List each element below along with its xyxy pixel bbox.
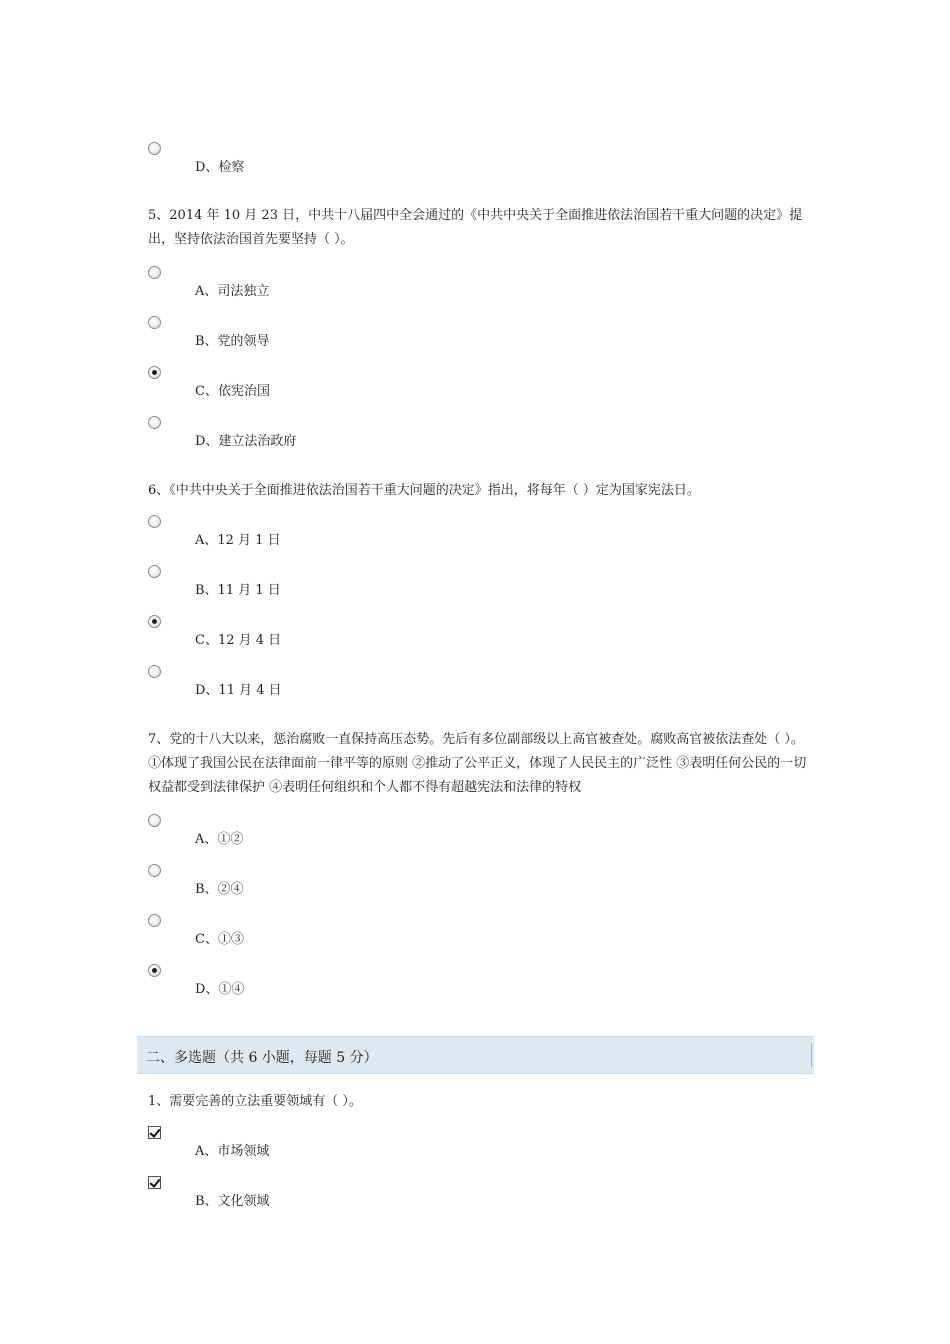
multi-question-1-text: 1、需要完善的立法重要领域有（ ）。	[148, 1094, 362, 1109]
option-label: C、①③	[195, 932, 244, 947]
q4-option-d[interactable]	[148, 142, 548, 182]
q5-option-c[interactable]	[148, 366, 548, 406]
q5-option-d[interactable]	[148, 416, 548, 456]
section-divider	[811, 1043, 812, 1067]
q6-option-c[interactable]	[148, 615, 548, 655]
radio-button[interactable]	[148, 665, 161, 678]
radio-button[interactable]	[148, 142, 161, 155]
mq1-option-a[interactable]	[148, 1126, 548, 1166]
q6-option-b[interactable]	[148, 565, 548, 605]
question-6-text: 6、《中共中央关于全面推进依法治国若干重大问题的决定》指出，将每年（ ）定为国家宪法日。	[148, 483, 700, 498]
q7-option-d[interactable]	[148, 964, 548, 1004]
option-label: C、依宪治国	[195, 384, 270, 399]
option-label: A、市场领域	[195, 1144, 270, 1159]
radio-button[interactable]	[148, 864, 161, 877]
section-title: 二、多选题（共 6 小题，每题 5 分）	[146, 1050, 378, 1066]
radio-button-selected[interactable]	[148, 615, 161, 628]
radio-button[interactable]	[148, 914, 161, 927]
option-label: C、12 月 4 日	[195, 633, 282, 648]
radio-button[interactable]	[148, 814, 161, 827]
radio-button-selected[interactable]	[148, 366, 161, 379]
option-label: B、②④	[195, 882, 244, 897]
q6-option-d[interactable]	[148, 665, 548, 705]
option-label: A、司法独立	[195, 284, 270, 299]
checkbox-checked[interactable]	[148, 1176, 161, 1189]
option-label: B、文化领域	[195, 1194, 270, 1209]
option-label: B、党的领导	[195, 334, 270, 349]
section-header-multiple-choice	[137, 1036, 814, 1074]
checkbox-checked[interactable]	[148, 1126, 161, 1139]
q7-option-b[interactable]	[148, 864, 548, 904]
radio-button[interactable]	[148, 565, 161, 578]
option-label: A、①②	[195, 832, 244, 847]
radio-button-selected[interactable]	[148, 964, 161, 977]
radio-button[interactable]	[148, 316, 161, 329]
q7-option-c[interactable]	[148, 914, 548, 954]
option-label: B、11 月 1 日	[195, 583, 281, 598]
mq1-option-b[interactable]	[148, 1176, 548, 1216]
q5-option-a[interactable]	[148, 266, 548, 306]
option-label: D、①④	[195, 982, 245, 997]
option-label: D、11 月 4 日	[195, 683, 282, 698]
q7-option-a[interactable]	[148, 814, 548, 854]
q6-option-a[interactable]	[148, 515, 548, 555]
q5-option-b[interactable]	[148, 316, 548, 356]
radio-button[interactable]	[148, 416, 161, 429]
option-label: D、建立法治政府	[195, 434, 297, 449]
option-label: D、检察	[195, 160, 245, 175]
question-5-text: 5、2014 年 10 月 23 日，中共十八届四中全会通过的《中共中央关于全面推进依法治国若干重大问题的决定》提出，坚持依法治国首先要坚持（ ）。	[148, 208, 803, 247]
option-label: A、12 月 1 日	[195, 533, 281, 548]
radio-button[interactable]	[148, 266, 161, 279]
question-7-text: 7、党的十八大以来，惩治腐败一直保持高压态势。先后有多位副部级以上高官被查处。腐败高官被依法查处（ ）。①体现了我国公民在法律面前一律平等的原则 ②推动了公平正义，体现了人民民主的广泛性 ③表明任何公民的一切权益都受到法律保护 ④表明任何组织和个人都不得有超越宪法和法律的特权	[148, 732, 807, 795]
radio-button[interactable]	[148, 515, 161, 528]
